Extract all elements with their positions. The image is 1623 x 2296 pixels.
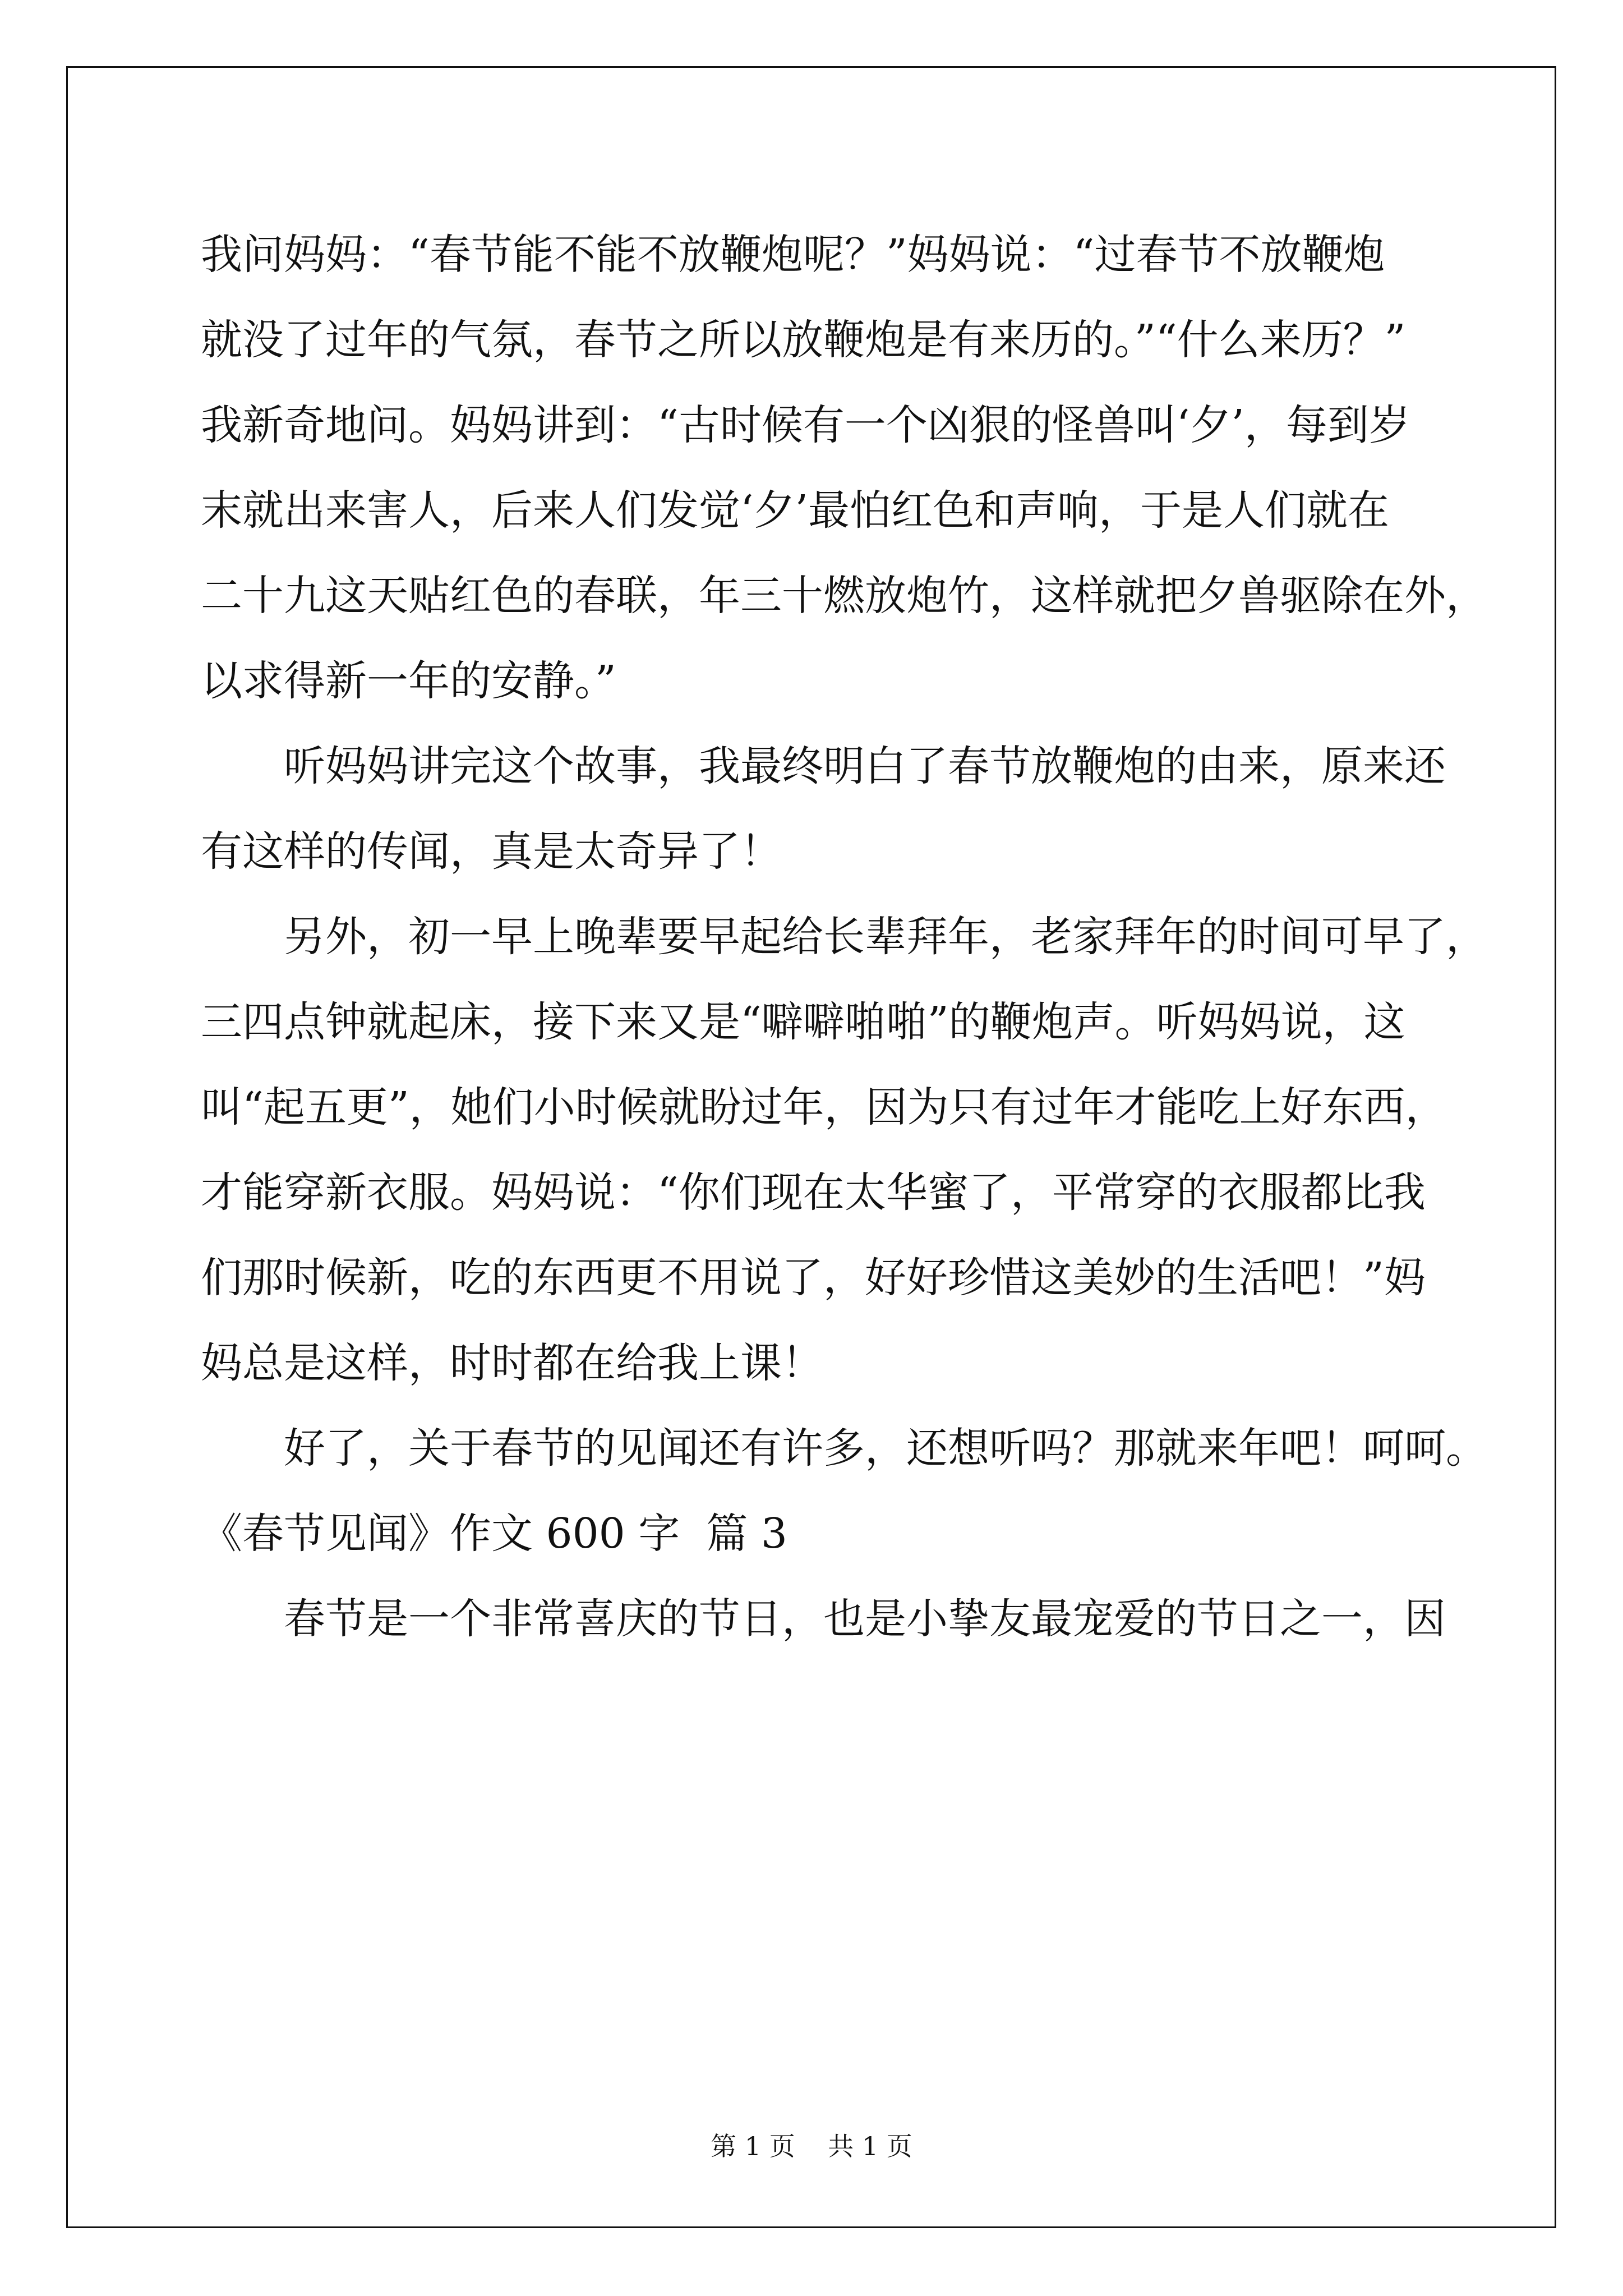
- paragraph-1: [201, 212, 1487, 724]
- text-line: 叫“起五更”，她们小时候就盼过年，因为只有过年才能吃上好东西，: [201, 1083, 1447, 1131]
- text-line: 就没了过年的气氛，春节之所以放鞭炮是有来历的。”“什么来历？”: [201, 316, 1406, 364]
- paragraph-2: [201, 724, 1446, 894]
- text-line: 三四点钟就起床，接下来又是“噼噼啪啪”的鞭炮声。听妈妈说，这: [201, 998, 1405, 1046]
- text-line: 另外，初一早上晚辈要早起给长辈拜年，老家拜年的时间可早了，: [284, 913, 1487, 961]
- paragraph-5: [201, 1576, 1446, 1662]
- text-line: 以求得新一年的安静。”: [201, 657, 616, 705]
- paragraph-4: [201, 1406, 1487, 1491]
- text-line: 我问妈妈：“春节能不能不放鞭炮呢？”妈妈说：“过春节不放鞭炮: [201, 231, 1385, 279]
- text-line: 二十九这天贴红色的春联，年三十燃放炮竹，这样就把夕兽驱除在外，: [201, 572, 1487, 620]
- text-line: 春节是一个非常喜庆的节日，也是小挚友最宠爱的节日之一，因: [284, 1595, 1446, 1643]
- text-line: 听妈妈讲完这个故事，我最终明白了春节放鞭炮的由来，原来还: [284, 742, 1446, 790]
- text-line: 们那时候新，吃的东西更不用说了，好好珍惜这美妙的生活吧！”妈: [201, 1254, 1426, 1302]
- text-line: 我新奇地问。妈妈讲到：“古时候有一个凶狠的怪兽叫‘夕’，每到岁: [201, 401, 1410, 449]
- text-line: 好了，关于春节的见闻还有许多，还想听吗？那就来年吧！呵呵。: [284, 1424, 1487, 1473]
- page-footer: 第 1 页 共 1 页: [711, 2131, 912, 2161]
- paragraph-3: [201, 894, 1487, 1406]
- text-line: 有这样的传闻，真是太奇异了！: [201, 827, 782, 876]
- document-body: [201, 212, 1487, 1662]
- section-title: 《春节见闻》作文 600 字 篇 3: [201, 1510, 787, 1558]
- section-heading: [201, 1491, 1435, 1576]
- text-line: 末就出来害人，后来人们发觉‘夕’最怕红色和声响，于是人们就在: [201, 486, 1390, 535]
- text-line: 才能穿新衣服。妈妈说：“你们现在太华蜜了，平常穿的衣服都比我: [201, 1168, 1426, 1217]
- text-line: 妈总是这样，时时都在给我上课！: [201, 1339, 823, 1387]
